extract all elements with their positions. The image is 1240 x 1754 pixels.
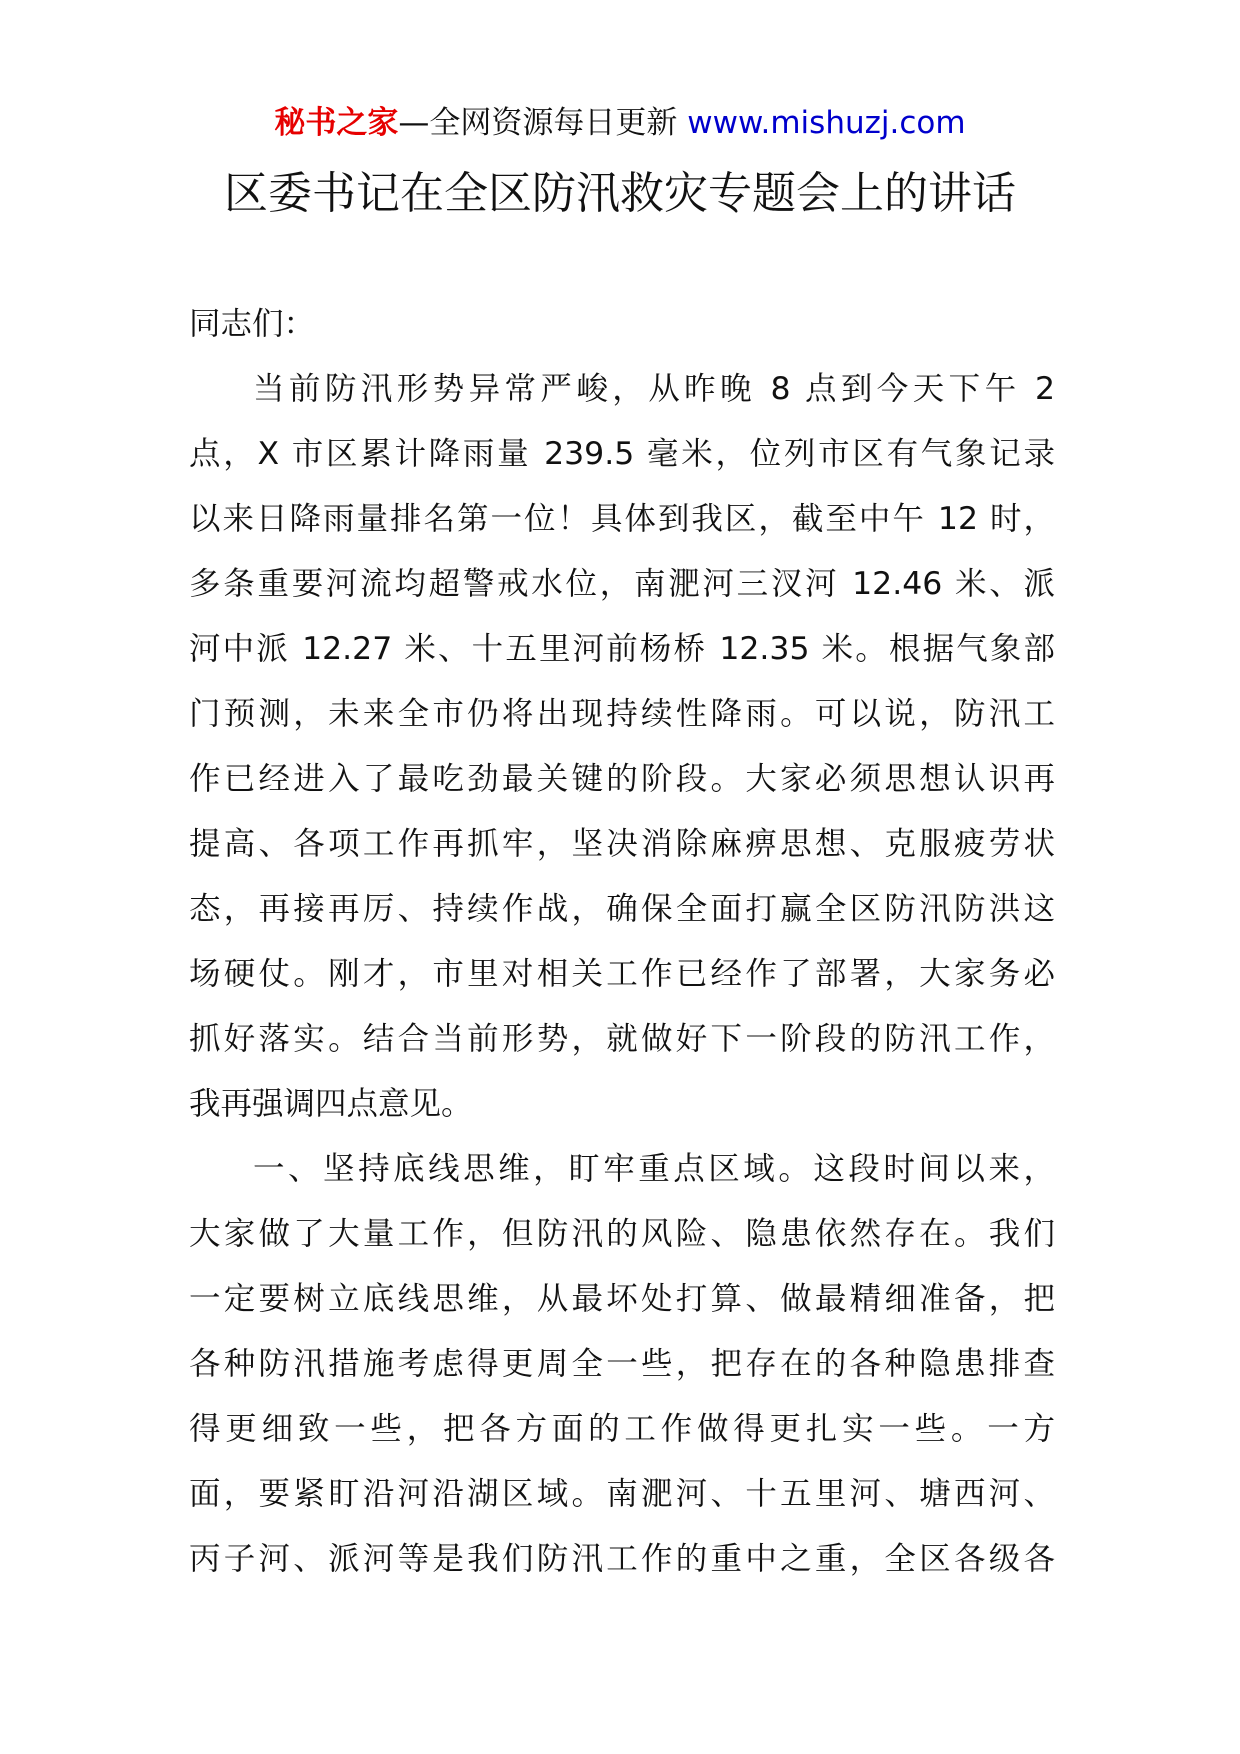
document-title: 区委书记在全区防汛救灾专题会上的讲话 bbox=[224, 168, 1016, 219]
body-line: 以来日降雨量排名第一位！具体到我区，截至中午 12 时， bbox=[189, 501, 1055, 537]
site-brand: 秘书之家 bbox=[274, 105, 399, 141]
site-url-link[interactable]: www.mishuzj.com bbox=[687, 105, 966, 141]
body-line: 各种防汛措施考虑得更周全一些，把存在的各种隐患排查 bbox=[189, 1346, 1055, 1382]
body-line: 丙子河、派河等是我们防汛工作的重中之重，全区各级各 bbox=[189, 1541, 1055, 1577]
body-line: 提高、各项工作再抓牢，坚决消除麻痹思想、克服疲劳状 bbox=[189, 826, 1055, 862]
body-line: 点，X 市区累计降雨量 239.5 毫米，位列市区有气象记录 bbox=[189, 436, 1055, 472]
body-line: 多条重要河流均超警戒水位，南淝河三汊河 12.46 米、派 bbox=[189, 566, 1055, 602]
section-heading-line: 一、坚持底线思维，盯牢重点区域。这段时间以来， bbox=[253, 1151, 1055, 1187]
salutation: 同志们： bbox=[189, 306, 316, 342]
body-line: 抓好落实。结合当前形势，就做好下一阶段的防汛工作， bbox=[189, 1021, 1055, 1057]
body-line: 我再强调四点意见。 bbox=[189, 1086, 473, 1122]
site-header bbox=[0, 100, 1240, 146]
body-line: 态，再接再厉、持续作战，确保全面打赢全区防汛防洪这 bbox=[189, 891, 1055, 927]
body-line: 面，要紧盯沿河沿湖区域。南淝河、十五里河、塘西河、 bbox=[189, 1476, 1055, 1512]
body-line: 一定要树立底线思维，从最坏处打算、做最精细准备，把 bbox=[189, 1281, 1055, 1317]
document-body bbox=[189, 292, 1055, 1592]
body-line: 作已经进入了最吃劲最关键的阶段。大家必须思想认识再 bbox=[189, 761, 1055, 797]
body-line: 当前防汛形势异常严峻，从昨晚 8 点到今天下午 2 bbox=[253, 371, 1055, 407]
body-line: 门预测，未来全市仍将出现持续性降雨。可以说，防汛工 bbox=[189, 696, 1055, 732]
body-line: 得更细致一些，把各方面的工作做得更扎实一些。一方 bbox=[189, 1411, 1055, 1447]
body-line: 场硬仗。刚才，市里对相关工作已经作了部署，大家务必 bbox=[189, 956, 1055, 992]
body-line: 大家做了大量工作，但防汛的风险、隐患依然存在。我们 bbox=[189, 1216, 1055, 1252]
site-tagline: —全网资源每日更新 bbox=[398, 105, 688, 141]
body-line: 河中派 12.27 米、十五里河前杨桥 12.35 米。根据气象部 bbox=[189, 631, 1055, 667]
